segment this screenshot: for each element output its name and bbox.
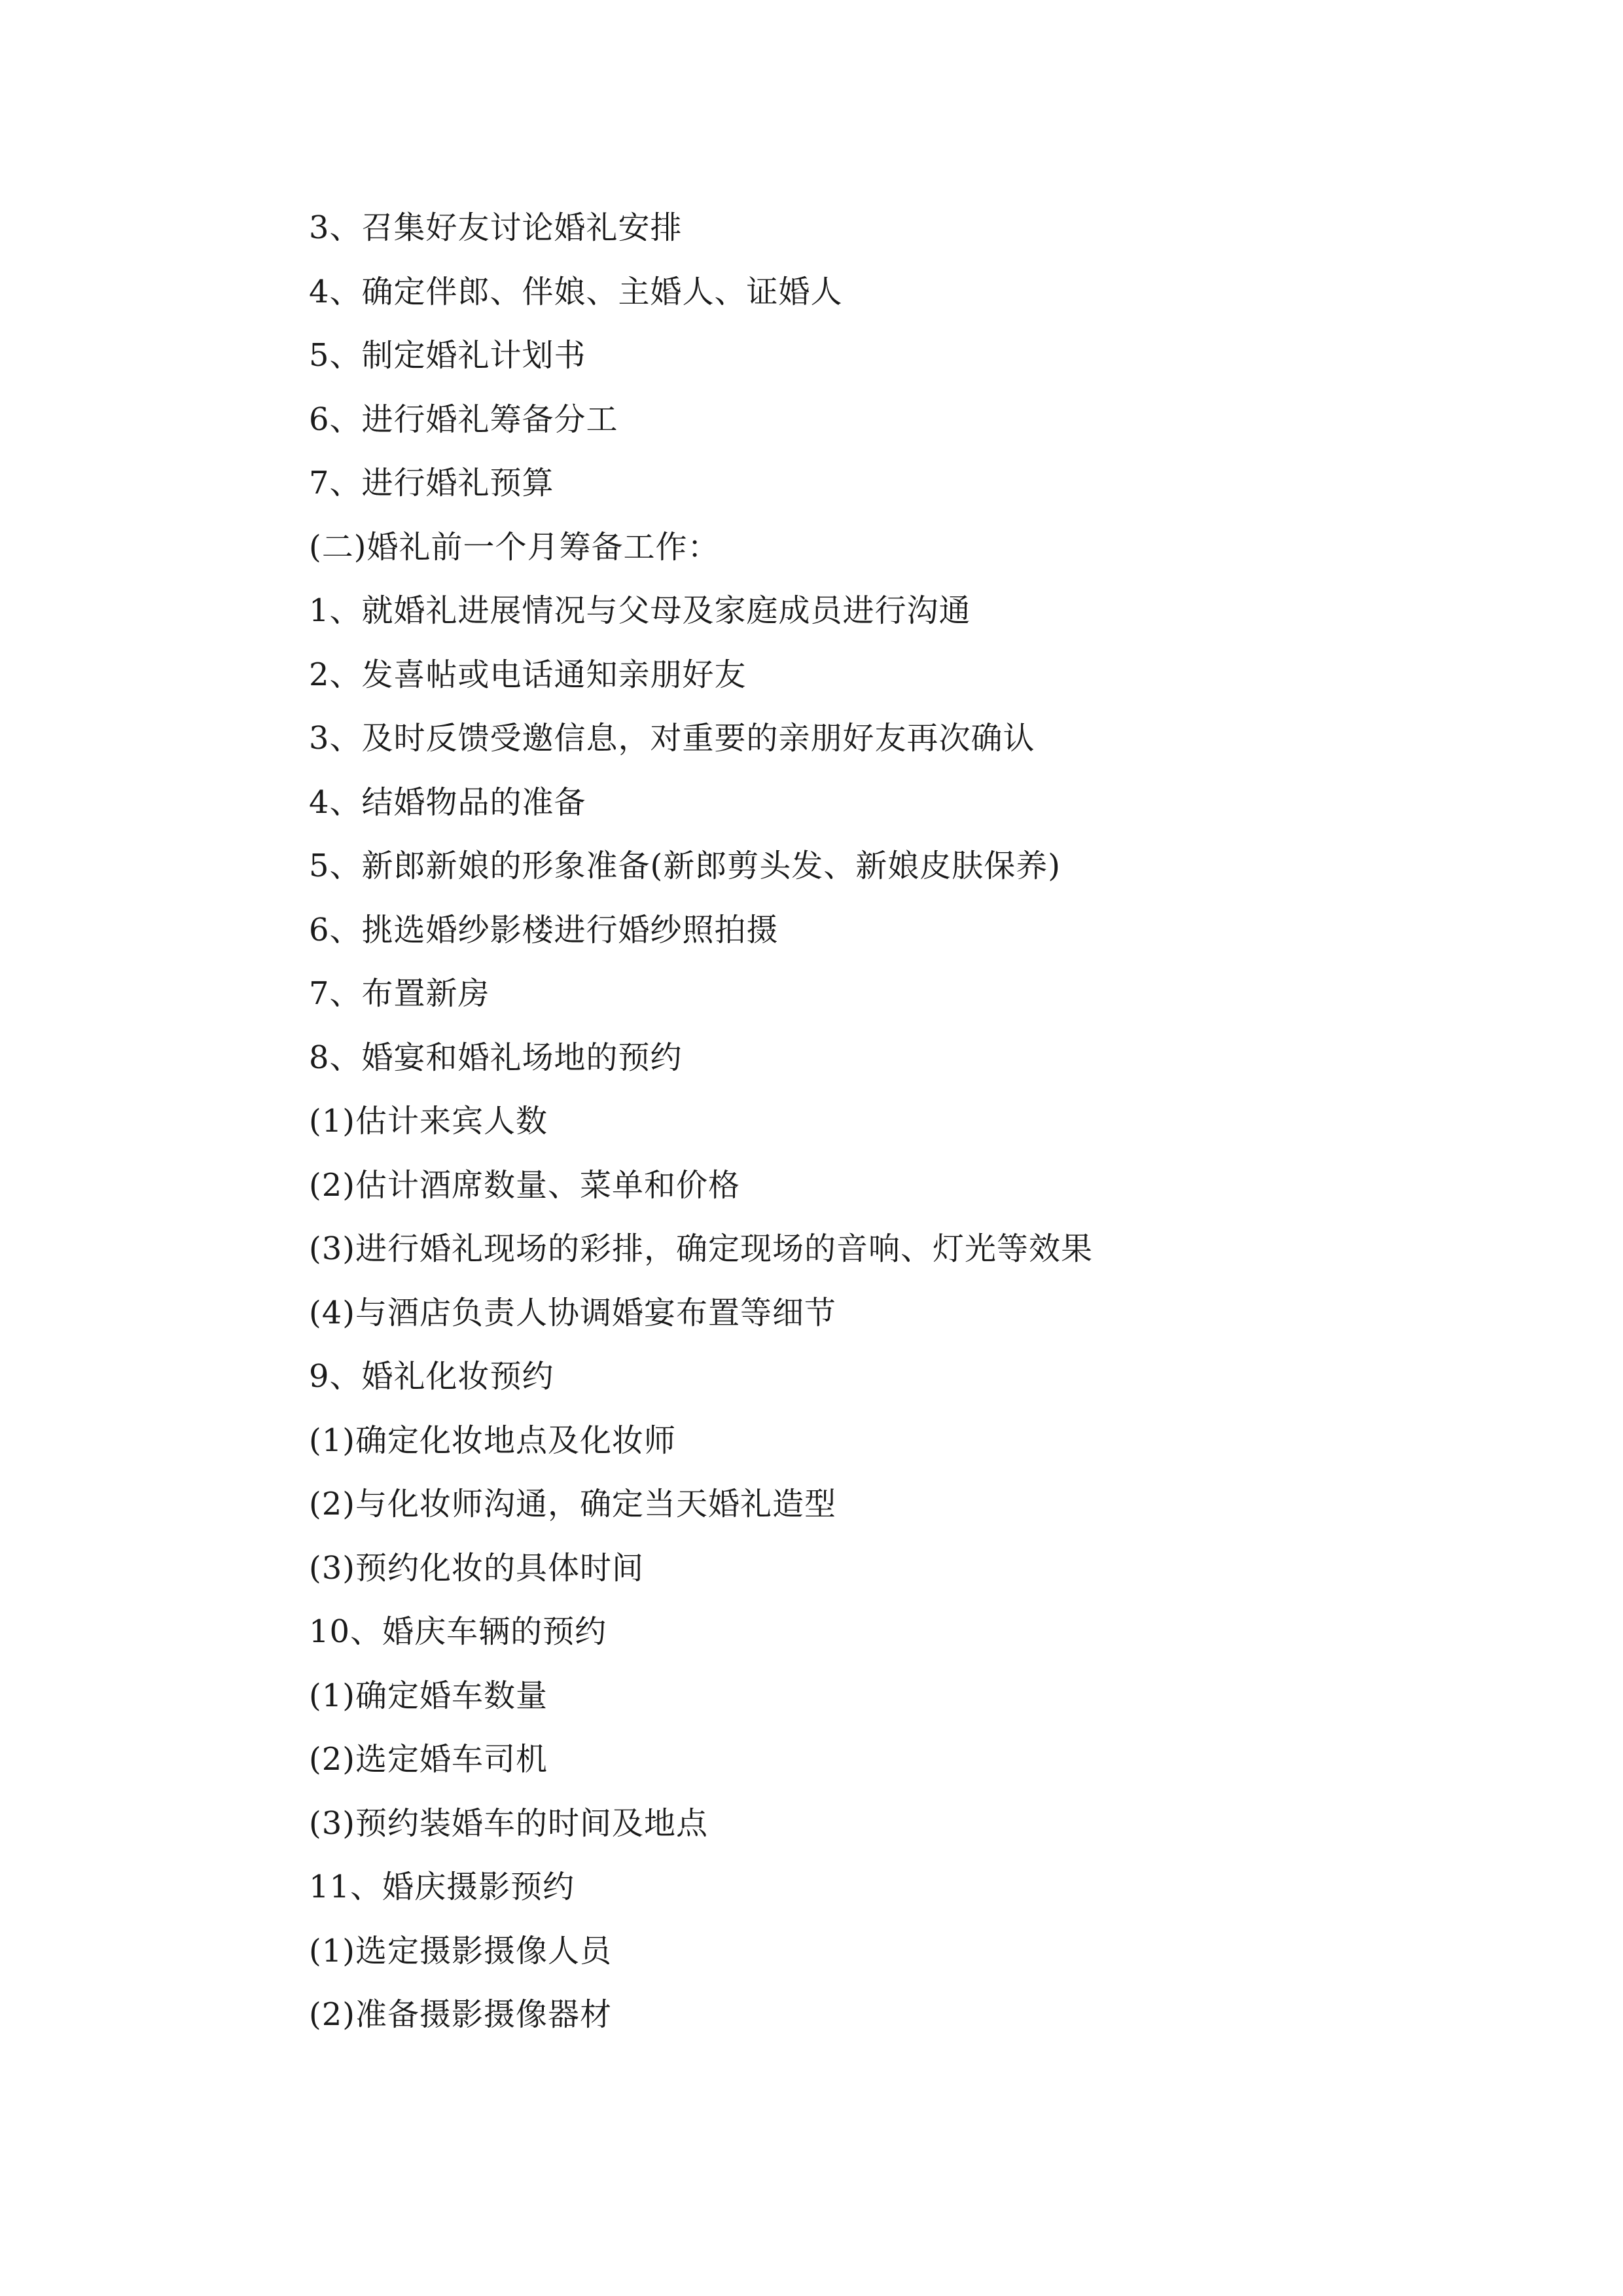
text-line: 3、及时反馈受邀信息，对重要的亲朋好友再次确认 xyxy=(309,720,1035,757)
document-body xyxy=(309,196,1421,2047)
text-line: 5、制定婚礼计划书 xyxy=(309,337,586,374)
text-line: 3、召集好友讨论婚礼安排 xyxy=(309,209,683,246)
text-line: 8、婚宴和婚礼场地的预约 xyxy=(309,1039,683,1076)
text-line: 6、挑选婚纱影楼进行婚纱照拍摄 xyxy=(309,911,779,948)
sub-item: (3)预约化妆的具体时间 xyxy=(309,1549,644,1587)
text-line: 4、确定伴郎、伴娘、主婚人、证婚人 xyxy=(309,273,843,310)
text-line: 10、婚庆车辆的预约 xyxy=(309,1613,607,1650)
text-line: 7、进行婚礼预算 xyxy=(309,465,554,501)
text-line: 1、就婚礼进展情况与父母及家庭成员进行沟通 xyxy=(309,592,971,629)
text-line: 7、布置新房 xyxy=(309,975,490,1012)
sub-item: (2)与化妆师沟通，确定当天婚礼造型 xyxy=(309,1486,836,1522)
sub-item: (4)与酒店负责人协调婚宴布置等细节 xyxy=(309,1294,836,1331)
text-line: 5、新郎新娘的形象准备(新郎剪头发、新娘皮肤保养) xyxy=(309,848,1061,884)
sub-item: (1)确定婚车数量 xyxy=(309,1677,548,1714)
text-line: 4、结婚物品的准备 xyxy=(309,783,586,821)
section-heading: (二)婚礼前一个月筹备工作： xyxy=(309,528,720,565)
text-line: 2、发喜帖或电话通知亲朋好友 xyxy=(309,656,747,693)
sub-item: (2)选定婚车司机 xyxy=(309,1741,548,1778)
sub-item: (3)进行婚礼现场的彩排，确定现场的音响、灯光等效果 xyxy=(309,1230,1093,1267)
sub-item: (1)选定摄影摄像人员 xyxy=(309,1932,612,1969)
sub-item: (1)估计来宾人数 xyxy=(309,1103,548,1139)
sub-item: (2)准备摄影摄像器材 xyxy=(309,1996,612,2033)
text-line: 11、婚庆摄影预约 xyxy=(309,1869,575,1905)
sub-item: (3)预约装婚车的时间及地点 xyxy=(309,1804,708,1842)
text-line: 9、婚礼化妆预约 xyxy=(309,1358,554,1395)
sub-item: (1)确定化妆地点及化妆师 xyxy=(309,1422,676,1459)
sub-item: (2)估计酒席数量、菜单和价格 xyxy=(309,1166,740,1204)
text-line: 6、进行婚礼筹备分工 xyxy=(309,401,618,438)
